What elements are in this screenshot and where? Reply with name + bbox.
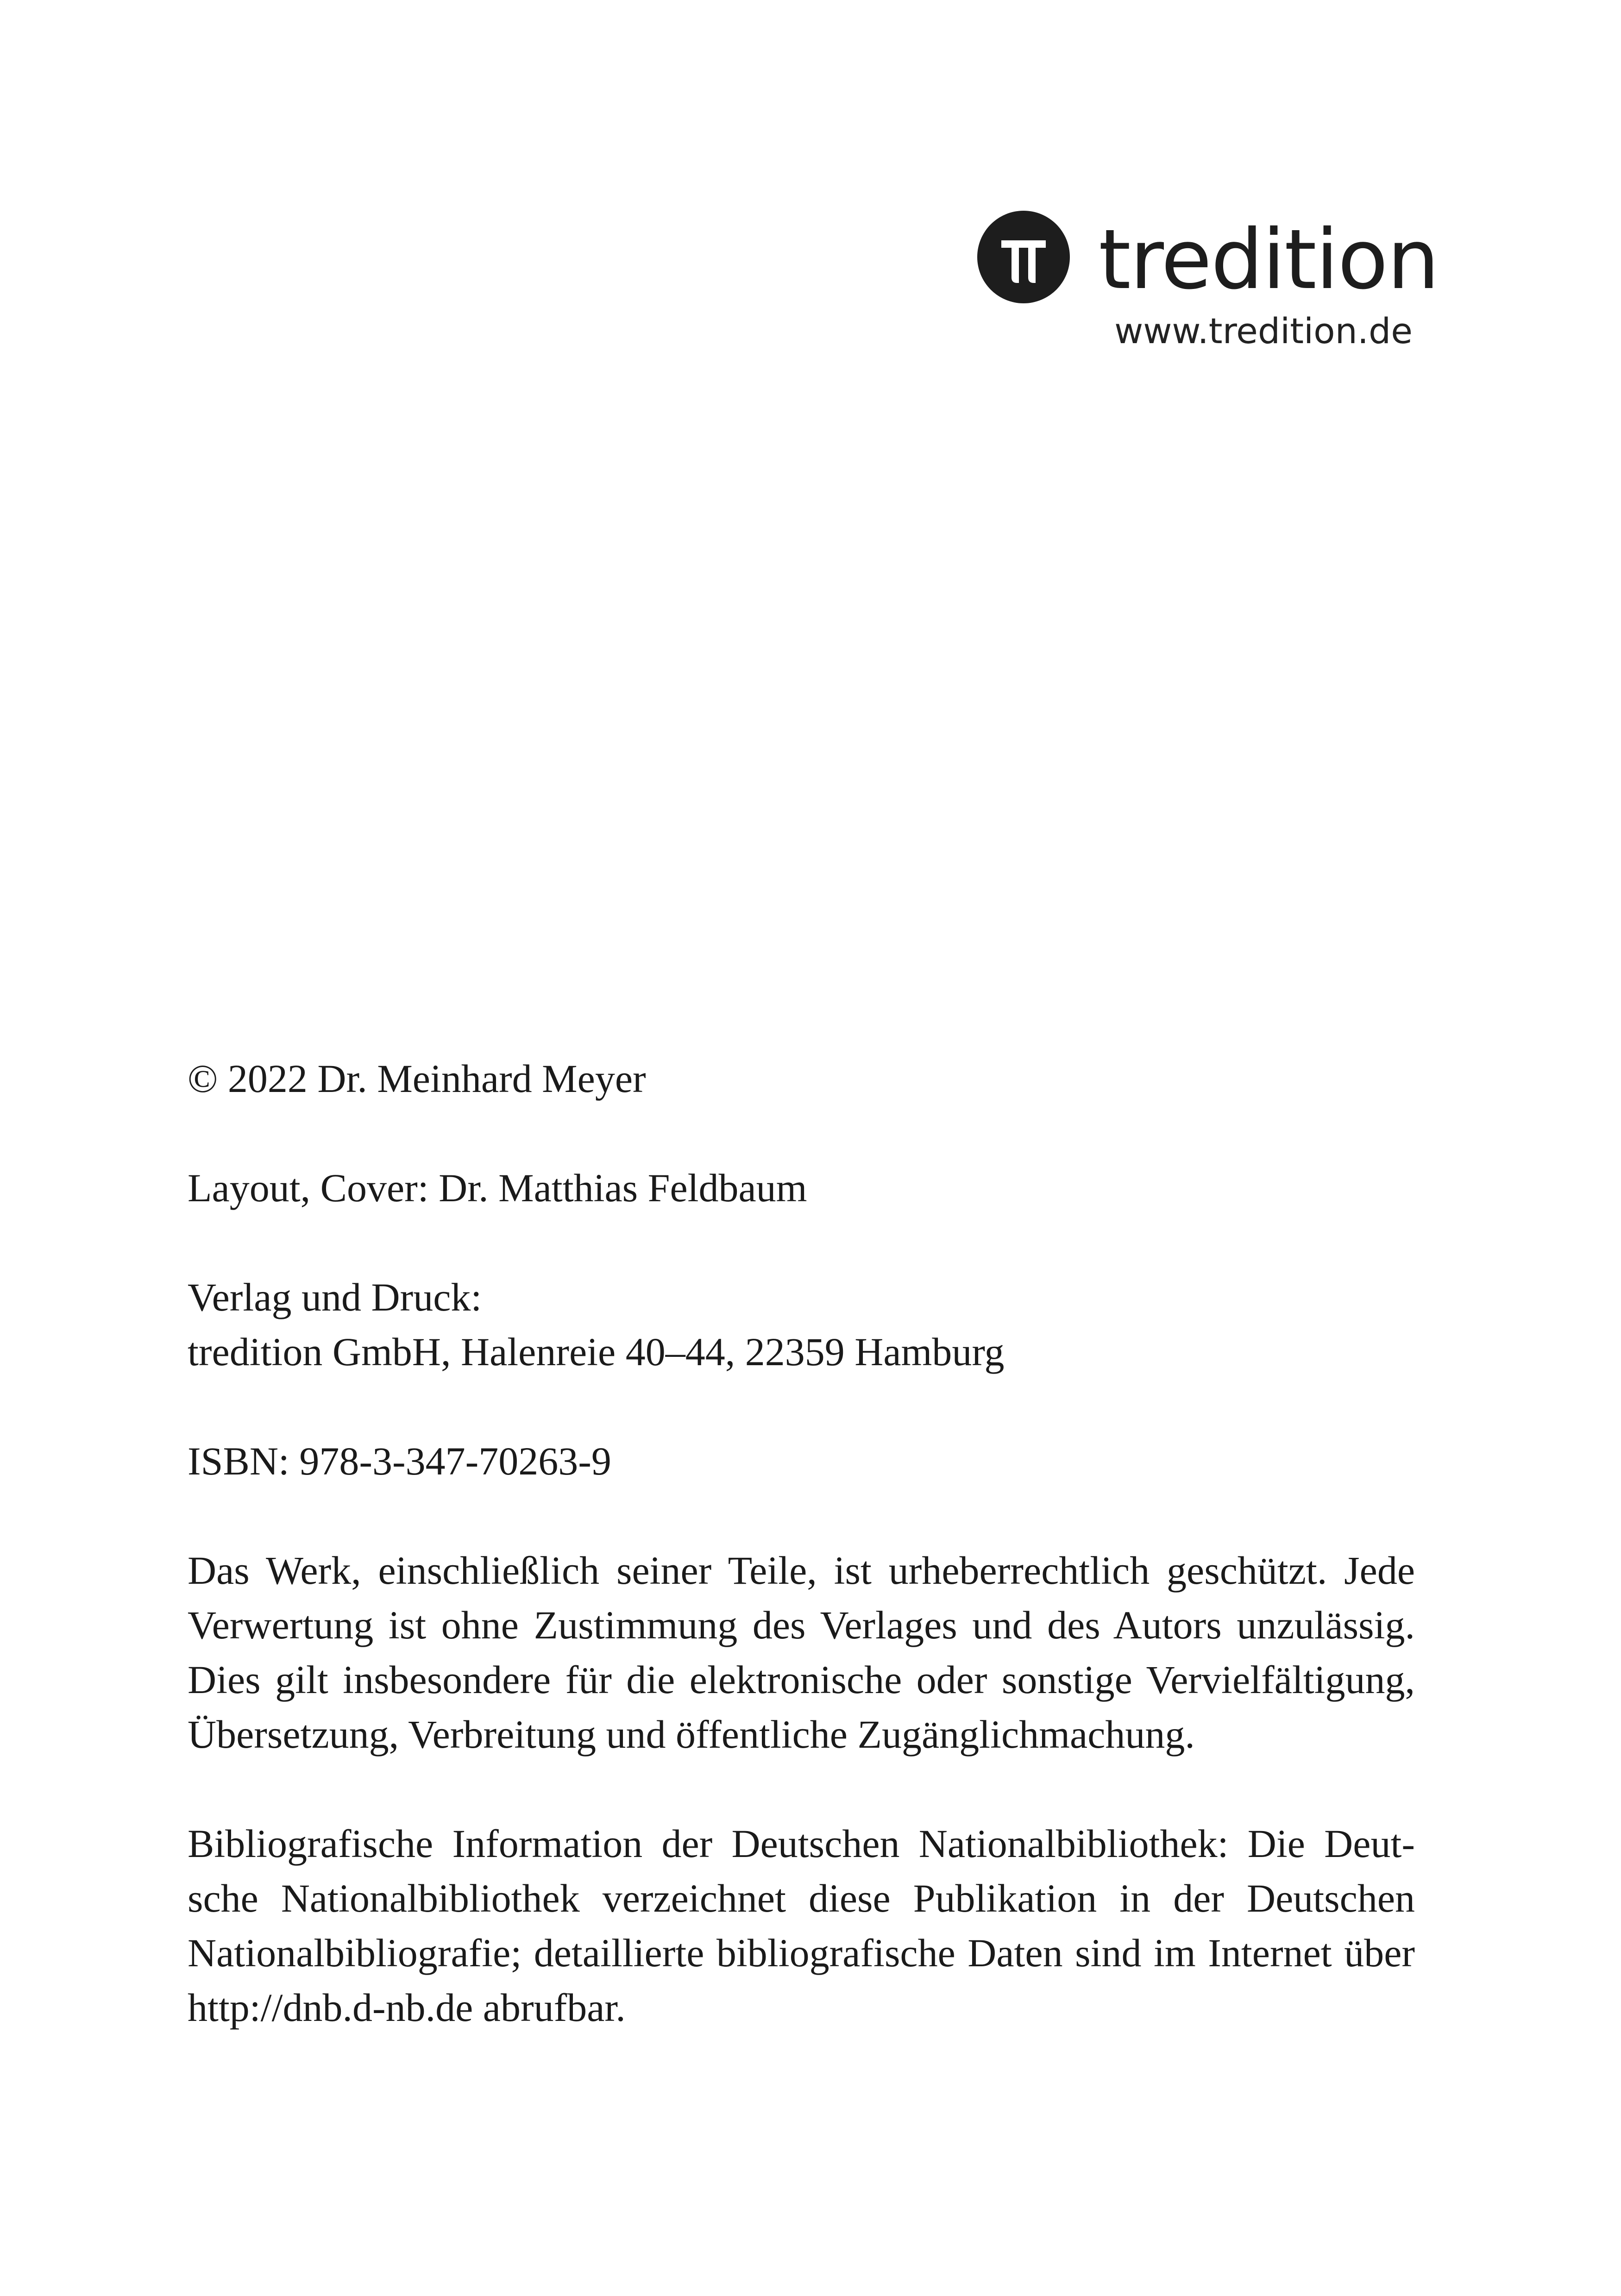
tredition-logo-icon (977, 211, 1070, 303)
publisher-label: Verlag und Druck: (188, 1275, 482, 1319)
publisher-website: www.tredition.de (1114, 310, 1413, 351)
copyright-line: © 2022 Dr. Meinhard Meyer (188, 1056, 646, 1101)
bibliographic-info: Bibliografische Information der Deutschen Nationalbibliothek: Die Deutsche Nationalbibliothek verzeichnet diese Publikation in der Deutschen Nationalbibliografie; detaillierte bibliografische Daten sind im Internet über http://dnb.d-nb.de abrufbar. (188, 1821, 1415, 2030)
logo-wordmark: tredition (1099, 212, 1439, 307)
publisher-address: tredition GmbH, Halenreie 40–44, 22359 Hamburg (188, 1330, 1005, 1374)
rights-notice: Das Werk, einschließlich seiner Teile, ist urheberrechtlich geschützt. Jede Verwertung ist ohne Zustimmung des Verlages und des Autors unzulässig. Dies gilt insbesondere für die elektronische oder sonstige Vervielfältigung, Übersetzung, Verbreitung und öffentliche Zugänglichmachung. (188, 1548, 1415, 1757)
imprint-text (188, 1051, 1415, 2089)
publisher-logo (977, 211, 1439, 313)
layout-cover-credit: Layout, Cover: Dr. Matthias Feldbaum (188, 1166, 807, 1210)
isbn-line: ISBN: 978-3-347-70263-9 (188, 1439, 611, 1483)
